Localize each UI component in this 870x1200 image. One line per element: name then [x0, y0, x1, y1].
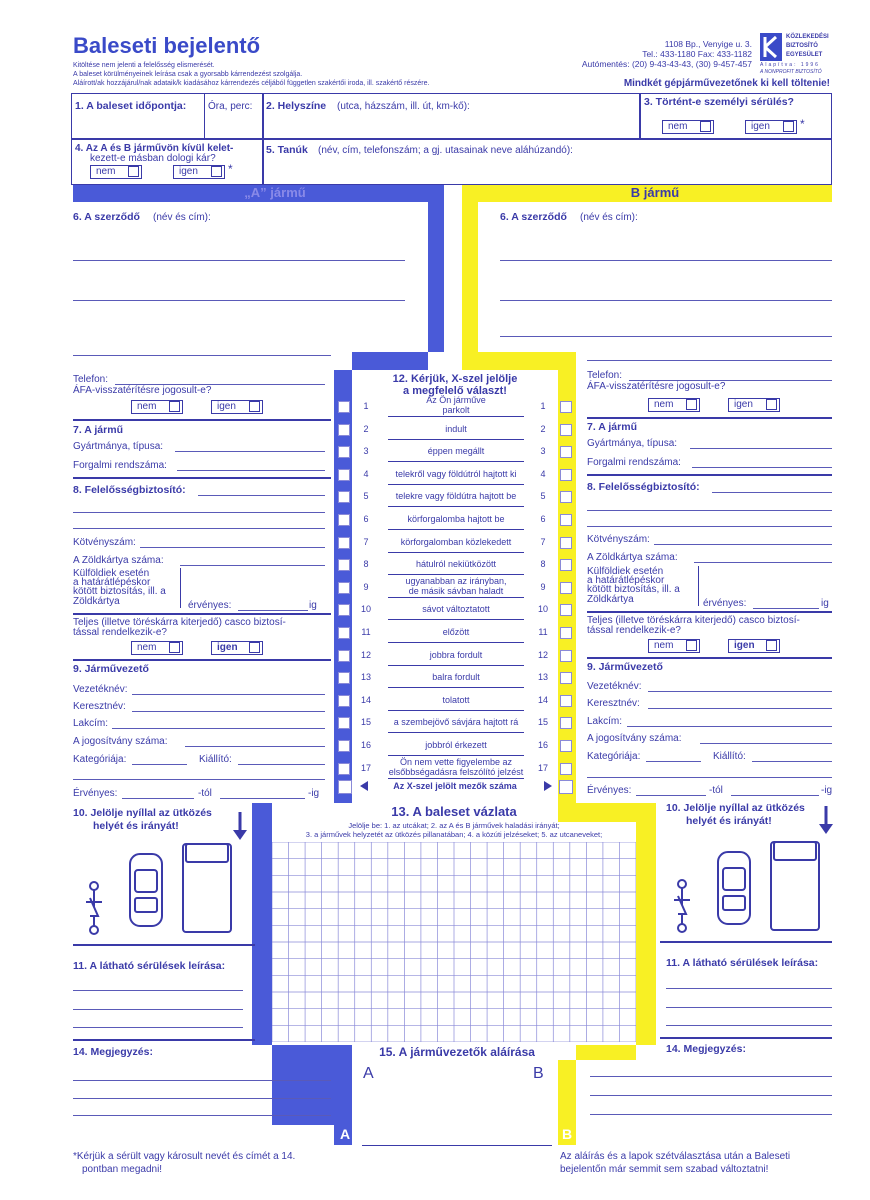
b-casco-no-checkbox[interactable] — [686, 640, 697, 651]
circumstance-number-b: 15 — [537, 717, 548, 727]
circumstance-divider — [388, 619, 524, 620]
a-license-label: A jogosítvány száma: — [73, 736, 168, 747]
circumstance-label: elsőbbségadásra felszólító jelzést — [388, 767, 524, 777]
s4-yes-option[interactable] — [173, 165, 225, 179]
header-note-3: Aláírott/ak hozzájárul/nak adataik/k kiadásához kárrendezés céljából független szakértői iroda, ill. szakértő részére. — [73, 80, 430, 87]
circumstance-divider — [388, 552, 524, 553]
circumstance-divider — [388, 574, 524, 575]
a-s6-subtitle: (név és cím): — [153, 212, 211, 223]
b-circumstance-checkbox[interactable] — [560, 695, 572, 707]
b-s14-title: 14. Megjegyzés: — [666, 1043, 746, 1055]
footer-left-2: pontban megadni! — [82, 1164, 163, 1175]
circumstance-number-b: 13 — [537, 672, 548, 682]
a-vat-yes-option[interactable] — [211, 400, 263, 414]
b-from-label: -tól — [709, 785, 723, 796]
circumstance-number-b: 1 — [540, 401, 546, 411]
s3-title: 3. Történt-e személyi sérülés? — [644, 96, 794, 108]
logo-line-1: KÖZLEKEDÉSI — [786, 34, 829, 40]
circumstance-label: sávot változtatott — [422, 604, 490, 614]
b-circumstance-checkbox[interactable] — [560, 763, 572, 775]
s15-title: 15. A járművezetők aláírása — [379, 1045, 535, 1059]
b-casco-yes-checkbox[interactable] — [766, 640, 777, 651]
a-casco-no-label: nem — [137, 642, 157, 653]
a-circumstance-checkbox[interactable] — [338, 717, 350, 729]
s5-title: 5. Tanúk — [266, 144, 308, 156]
b-lastname-label: Vezetéknév: — [587, 681, 642, 692]
b-casco-2: tással rendelkezik-e? — [587, 625, 681, 636]
s3-no-label: nem — [668, 121, 688, 132]
a-vat-yes-checkbox[interactable] — [249, 401, 260, 412]
b-circumstance-checkbox[interactable] — [560, 740, 572, 752]
s4-yes-checkbox[interactable] — [211, 166, 222, 177]
a-vat-no-option[interactable] — [131, 400, 183, 414]
b-s6-title: 6. A szerződő — [500, 211, 567, 223]
circumstance-number-b: 2 — [540, 424, 546, 434]
circumstance-divider — [388, 597, 524, 598]
a-vehicles-diagram-icon — [80, 840, 250, 940]
circumstance-divider — [388, 642, 524, 643]
a-circumstance-checkbox[interactable] — [338, 740, 350, 752]
a-casco-no-option[interactable] — [131, 641, 183, 655]
b-valid-label: érvényes: — [703, 598, 747, 609]
a-valid-label: érvényes: — [188, 600, 232, 611]
a-s10-title: 10. Jelölje nyíllal az ütközés — [73, 807, 212, 819]
circumstance-number-a: 4 — [363, 469, 369, 479]
s3-star: * — [800, 117, 805, 131]
b-valid-from-label: Érvényes: — [587, 785, 632, 796]
circumstance-number-a: 17 — [360, 763, 371, 773]
a-arrow-down-icon — [232, 812, 248, 842]
circumstance-number-b: 8 — [540, 559, 546, 569]
circumstance-number-a: 2 — [363, 424, 369, 434]
b-category-label: Kategóriája: — [587, 751, 641, 762]
header-note-1: Kitöltése nem jelenti a felelősség elismerését. — [73, 62, 215, 69]
a-circumstance-checkbox[interactable] — [338, 695, 350, 707]
circumstance-label: Az Ön járműve — [426, 395, 486, 405]
s4-star: * — [228, 162, 233, 176]
s3-yes-label: igen — [751, 121, 770, 132]
a-foreign-2: a határátlépéskor — [73, 577, 151, 588]
b-vehicles-diagram-icon — [668, 838, 838, 938]
b-s11-title: 11. A látható sérülések leírása: — [666, 957, 819, 969]
circumstance-label: éppen megállt — [427, 446, 485, 456]
a-s7-title: 7. A jármű — [73, 424, 123, 436]
circumstance-label: előzött — [442, 627, 470, 637]
a-category-label: Kategóriája: — [73, 754, 127, 765]
signature-b-label[interactable]: B — [533, 1065, 544, 1082]
b-circumstance-checkbox[interactable] — [560, 401, 572, 413]
circumstance-divider — [388, 732, 524, 733]
s13-title: 13. A baleset vázlata — [391, 804, 517, 819]
footer-right-2: bejelentőn már semmit sem szabad változtatni! — [560, 1164, 769, 1175]
circumstance-label: ugyanabban az irányban, — [405, 576, 507, 586]
a-casco-yes-option[interactable] — [211, 641, 263, 655]
b-address-label: Lakcím: — [587, 716, 623, 727]
a-foreign-1: Külföldiek esetén — [73, 568, 150, 579]
s2-title: 2. Helyszíne — [266, 100, 327, 112]
company-phone: Tel.: 433-1180 Fax: 433-1182 — [642, 49, 752, 59]
vehicle-a-corner: A — [340, 1126, 351, 1142]
circumstance-divider — [388, 710, 524, 711]
circumstance-label: körforgalomba hajtott be — [407, 514, 505, 524]
company-address: 1108 Bp., Venyige u. 3. — [664, 39, 752, 49]
circumstance-number-b: 6 — [540, 514, 546, 524]
b-circumstance-checkbox[interactable] — [560, 446, 572, 458]
circumstance-number-a: 13 — [360, 672, 371, 682]
a-vat-label: ÁFA-visszatérítésre jogosult-e? — [73, 385, 212, 396]
b-circumstance-checkbox[interactable] — [560, 717, 572, 729]
a-circumstance-checkbox[interactable] — [338, 763, 350, 775]
s4-title: 4. Az A és B járművön kívül kelet- — [75, 143, 234, 154]
circumstance-number-b: 14 — [537, 695, 548, 705]
b-until2-label: -ig — [821, 785, 833, 796]
logo-mark-icon — [760, 33, 782, 61]
a-valid-from-label: Érvényes: — [73, 788, 118, 799]
b-circumstance-checkbox[interactable] — [560, 559, 572, 571]
b-circumstance-checkbox[interactable] — [560, 627, 572, 639]
b-phone-label: Telefon: — [587, 370, 623, 381]
b-casco-1: Teljes (illetve töréskárra kiterjedő) casco biztosí- — [587, 615, 800, 626]
a-s11-title: 11. A látható sérülések leírása: — [73, 960, 226, 972]
circumstance-number-b: 4 — [540, 469, 546, 479]
a-phone-label: Telefon: — [73, 374, 109, 385]
circumstance-label: balra fordult — [432, 672, 480, 682]
a-make-label: Gyártmánya, típusa: — [73, 441, 164, 452]
circumstance-divider — [388, 529, 524, 530]
circumstance-divider — [388, 687, 524, 688]
circumstance-label: hátulról nekiütközött — [415, 559, 497, 569]
signature-line — [362, 1145, 552, 1146]
s4-no-option[interactable] — [90, 165, 142, 179]
a-vat-no-label: nem — [137, 401, 157, 412]
logo-sub: Alapítva: 1996 — [760, 62, 820, 68]
a-foreign-4: Zöldkártya — [73, 596, 120, 607]
circumstance-divider — [388, 665, 524, 666]
b-license-label: A jogosítvány száma: — [587, 733, 682, 744]
circumstance-divider — [388, 755, 524, 756]
b-circumstance-checkbox[interactable] — [560, 424, 572, 436]
a-casco-yes-checkbox[interactable] — [249, 642, 260, 653]
b-make-label: Gyártmánya, típusa: — [587, 438, 678, 449]
s5-subtitle: (név, cím, telefonszám; a gj. utasainak neve aláhúzandó): — [318, 145, 573, 156]
circumstance-number-b: 17 — [537, 763, 548, 773]
circumstance-number-a: 14 — [360, 695, 371, 705]
vehicle-b-header: B jármű — [630, 185, 680, 200]
circumstance-number-b: 3 — [540, 446, 546, 456]
s13-sub-1: Jelölje be: 1. az utcákat; 2. az A és B járművek haladási irányát; — [348, 821, 560, 830]
a-circumstance-checkbox[interactable] — [338, 559, 350, 571]
circumstance-label: telekről vagy földútról hajtott ki — [395, 469, 517, 479]
circumstance-label: indult — [445, 424, 467, 434]
b-foreign-1: Külföldiek esetén — [587, 566, 664, 577]
a-plate-label: Forgalmi rendszáma: — [73, 460, 167, 471]
circumstance-number-a: 12 — [360, 650, 371, 660]
b-casco-yes-label: igen — [734, 640, 755, 651]
circumstance-label: Ön nem vette figyelembe az — [399, 757, 513, 767]
circumstance-divider — [388, 506, 524, 507]
b-vat-yes-label: igen — [734, 399, 753, 410]
circumstance-label: de másik sávban haladt — [408, 586, 504, 596]
vehicle-a-header: „A” jármű — [244, 185, 306, 200]
a-count-box[interactable] — [338, 780, 352, 794]
b-foreign-2: a határátlépéskor — [587, 575, 665, 586]
circumstance-divider — [388, 416, 524, 417]
b-foreign-3: kötött biztosítás, ill. a — [587, 584, 680, 595]
b-s7-title: 7. A jármű — [587, 421, 637, 433]
b-s9-title: 9. Járművezető — [587, 661, 663, 673]
b-until-label: ig — [821, 598, 829, 609]
s3-no-checkbox[interactable] — [700, 121, 711, 132]
b-circumstance-checkbox[interactable] — [560, 582, 572, 594]
page-title: Baleseti bejelentő — [73, 33, 261, 58]
b-casco-no-option[interactable] — [648, 639, 700, 653]
circumstance-number-a: 16 — [360, 740, 371, 750]
a-circumstance-checkbox[interactable] — [338, 604, 350, 616]
circumstance-label: a szembejövő sávjára hajtott rá — [393, 717, 519, 727]
s1-time-label: Óra, perc: — [208, 101, 253, 112]
b-greencard-label: A Zöldkártya száma: — [587, 552, 678, 563]
s12-title-2: a megfelelő választ! — [403, 385, 507, 397]
a-casco-1: Teljes (illetve töréskárra kiterjedő) casco biztosí- — [73, 617, 286, 628]
a-s9-title: 9. Járművezető — [73, 663, 149, 675]
a-issuer-label: Kiállító: — [199, 754, 232, 765]
circumstance-label: parkolt — [442, 405, 470, 415]
b-circumstance-checkbox[interactable] — [560, 491, 572, 503]
a-circumstance-checkbox[interactable] — [338, 401, 350, 413]
circumstance-label: telekre vagy földútra hajtott be — [395, 491, 517, 501]
a-circumstance-checkbox[interactable] — [338, 537, 350, 549]
circumstance-number-b: 7 — [540, 537, 546, 547]
s1-title: 1. A baleset időpontja: — [75, 100, 187, 112]
b-vat-label: ÁFA-visszatérítésre jogosult-e? — [587, 381, 726, 392]
circumstance-number-b: 12 — [537, 650, 548, 660]
b-arrow-down-icon — [818, 806, 834, 836]
b-s6-subtitle: (név és cím): — [580, 212, 638, 223]
a-circumstance-checkbox[interactable] — [338, 650, 350, 662]
b-circumstance-checkbox[interactable] — [560, 514, 572, 526]
b-s10-title: 10. Jelölje nyíllal az ütközés — [666, 802, 805, 814]
s12-title: 12. Kérjük, X-szel jelölje — [392, 373, 518, 385]
b-circumstance-checkbox[interactable] — [560, 469, 572, 481]
b-circumstance-checkbox[interactable] — [560, 604, 572, 616]
sketch-grid[interactable] — [272, 842, 636, 1042]
circumstance-number-a: 3 — [363, 446, 369, 456]
circumstance-number-b: 9 — [540, 582, 546, 592]
footer-left-1: *Kérjük a sérült vagy károsult nevét és címét a 14. — [73, 1151, 296, 1162]
a-circumstance-checkbox[interactable] — [338, 424, 350, 436]
b-policy-label: Kötvényszám: — [587, 534, 650, 545]
b-circumstance-checkbox[interactable] — [560, 672, 572, 684]
a-circumstance-checkbox[interactable] — [338, 491, 350, 503]
b-casco-no-label: nem — [654, 640, 674, 651]
circumstance-number-b: 16 — [537, 740, 548, 750]
circumstance-label: körforgalomban közlekedett — [400, 537, 512, 547]
s13-sub-2: 3. a járművek helyzetét az ütközés pillanatában; 4. a közúti jelzéseket; 5. az utcaneveket; — [305, 830, 603, 839]
a-foreign-3: kötött biztosítás, ill. a — [73, 586, 166, 597]
b-vat-yes-checkbox[interactable] — [766, 399, 777, 410]
s3-yes-option[interactable] — [745, 120, 797, 134]
s4-no-label: nem — [96, 166, 116, 177]
a-casco-2: tással rendelkezik-e? — [73, 627, 167, 638]
s2-subtitle: (utca, házszám, ill. út, km-kő): — [337, 101, 470, 112]
a-policy-label: Kötvényszám: — [73, 537, 136, 548]
footer-right-1: Az aláírás és a lapok szétválasztása után a Baleseti — [560, 1151, 791, 1162]
circumstance-number-b: 11 — [538, 627, 548, 637]
b-s10-title-2: helyét és irányát! — [686, 815, 772, 827]
a-circumstance-checkbox[interactable] — [338, 514, 350, 526]
a-greencard-label: A Zöldkártya száma: — [73, 555, 164, 566]
a-circumstance-checkbox[interactable] — [338, 627, 350, 639]
circumstance-number-a: 10 — [360, 604, 371, 614]
b-circumstance-checkbox[interactable] — [560, 650, 572, 662]
s4-yes-label: igen — [179, 166, 198, 177]
a-vat-yes-label: igen — [217, 401, 236, 412]
signature-a-label[interactable]: A — [363, 1065, 374, 1082]
circumstance-divider — [388, 461, 524, 462]
a-vat-no-checkbox[interactable] — [169, 401, 180, 412]
circumstance-label: jobbra fordult — [429, 650, 483, 660]
b-plate-label: Forgalmi rendszáma: — [587, 457, 681, 468]
b-foreign-4: Zöldkártya — [587, 594, 634, 605]
circumstance-number-a: 8 — [363, 559, 369, 569]
s3-yes-checkbox[interactable] — [783, 121, 794, 132]
circumstance-number-a: 11 — [361, 627, 371, 637]
b-vat-yes-option[interactable] — [728, 398, 780, 412]
a-casco-no-checkbox[interactable] — [169, 642, 180, 653]
circumstance-label: tolatott — [442, 695, 470, 705]
a-s10-title-2: helyét és irányát! — [93, 820, 179, 832]
b-vat-no-checkbox[interactable] — [686, 399, 697, 410]
b-casco-yes-option[interactable] — [728, 639, 780, 653]
circumstance-number-a: 7 — [363, 537, 369, 547]
company-autophone: Autómentés: (20) 9-43-43-43, (30) 9-457-457 — [581, 59, 752, 69]
a-until-label: ig — [309, 600, 317, 611]
company-logo — [760, 33, 832, 77]
circumstance-divider — [388, 439, 524, 440]
count-label: Az X-szel jelölt mezők száma — [393, 781, 517, 791]
circumstance-number-a: 9 — [363, 582, 369, 592]
b-firstname-label: Keresztnév: — [587, 698, 640, 709]
vehicle-b-corner: B — [562, 1126, 573, 1142]
must-fill-note: Mindkét gépjárművezetőnek ki kell töltenie! — [623, 78, 830, 89]
s3-no-option[interactable] — [662, 120, 714, 134]
a-s14-title: 14. Megjegyzés: — [73, 1046, 153, 1058]
circumstance-label: jobbról érkezett — [425, 740, 487, 750]
a-s6-title: 6. A szerződő — [73, 211, 140, 223]
a-from-label: -tól — [198, 788, 212, 799]
a-casco-yes-label: igen — [217, 642, 238, 653]
logo-line-2: BIZTOSÍTÓ — [786, 43, 818, 49]
a-s8-title: 8. Felelősségbiztosító: — [73, 484, 186, 496]
b-vat-no-option[interactable] — [648, 398, 700, 412]
circumstance-number-a: 1 — [363, 401, 369, 411]
a-firstname-label: Keresztnév: — [73, 701, 126, 712]
a-circumstance-checkbox[interactable] — [338, 446, 350, 458]
a-lastname-label: Vezetéknév: — [73, 684, 128, 695]
s4-title-2: kezett-e másban dologi kár? — [90, 153, 216, 164]
b-issuer-label: Kiállító: — [713, 751, 746, 762]
b-circumstance-checkbox[interactable] — [560, 537, 572, 549]
logo-sub-2: A NONPROFIT BIZTOSÍTÓ — [760, 69, 822, 75]
circumstance-number-b: 5 — [540, 491, 546, 501]
a-circumstance-checkbox[interactable] — [338, 469, 350, 481]
a-address-label: Lakcím: — [73, 718, 109, 729]
b-count-box[interactable] — [559, 780, 573, 794]
b-vat-no-label: nem — [654, 399, 674, 410]
circumstance-number-a: 15 — [360, 717, 371, 727]
a-circumstance-checkbox[interactable] — [338, 582, 350, 594]
s4-no-checkbox[interactable] — [128, 166, 139, 177]
a-until2-label: -ig — [308, 788, 320, 799]
circumstance-number-a: 6 — [363, 514, 369, 524]
circumstance-number-b: 10 — [537, 604, 548, 614]
circumstance-divider — [388, 484, 524, 485]
header-note-2: A baleset körülményeinek leírása csak a gyorsabb kárrendezést szolgálja. — [73, 71, 303, 78]
circumstance-number-a: 5 — [363, 491, 369, 501]
b-s8-title: 8. Felelősségbiztosító: — [587, 481, 700, 493]
logo-line-3: EGYESÜLET — [786, 52, 823, 58]
a-circumstance-checkbox[interactable] — [338, 672, 350, 684]
